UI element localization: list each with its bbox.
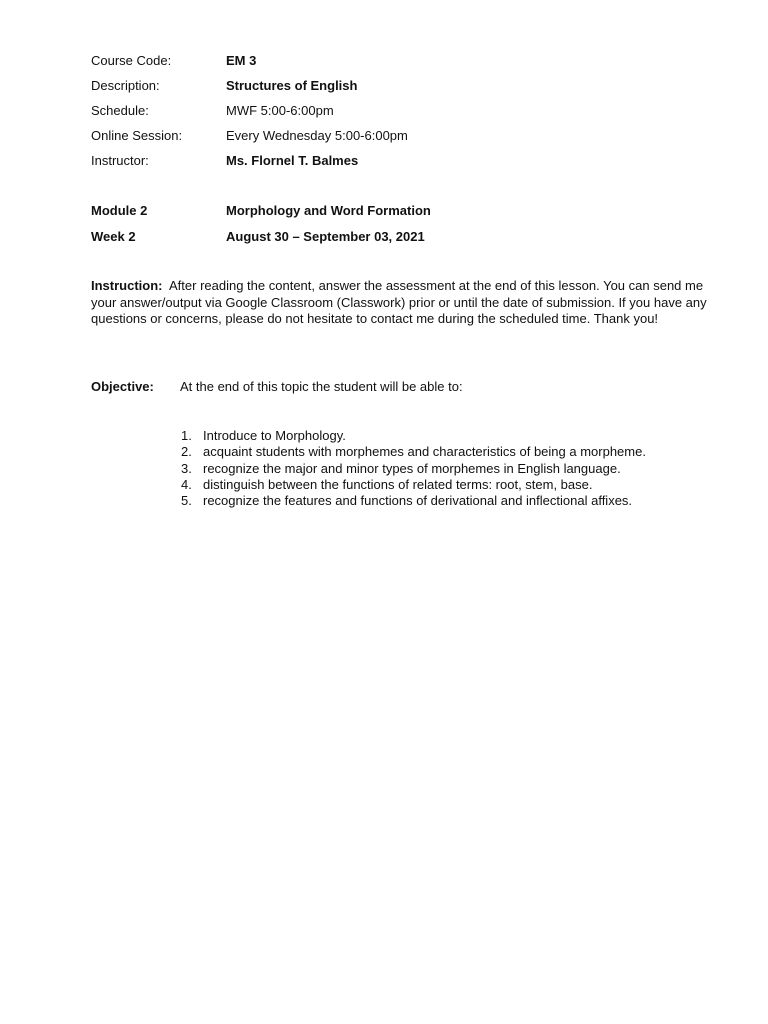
- list-item-text: acquaint students with morphemes and characteristics of being a morpheme.: [203, 444, 646, 460]
- instructor-label: Instructor:: [91, 153, 149, 168]
- list-item-number: 3.: [181, 460, 192, 476]
- module-title: Morphology and Word Formation: [226, 203, 431, 218]
- week-label: Week 2: [91, 229, 136, 244]
- list-item: [181, 461, 721, 477]
- list-item-number: 1.: [181, 428, 192, 443]
- objective-list: [181, 428, 721, 509]
- online-session-label: Online Session:: [91, 128, 183, 143]
- list-item-number: 4.: [181, 476, 192, 492]
- description-label: Description:: [91, 78, 160, 93]
- instruction-lead: Instruction:: [91, 278, 163, 293]
- instructor-value: Ms. Flornel T. Balmes: [226, 153, 359, 168]
- schedule-value: MWF 5:00-6:00pm: [226, 103, 334, 118]
- objective-text: At the end of this topic the student will be able to:: [180, 379, 463, 394]
- list-item: [181, 477, 721, 493]
- course-code-value: EM 3: [226, 53, 257, 68]
- instruction-paragraph: [91, 278, 721, 328]
- list-item: [181, 493, 721, 509]
- module-label: Module 2: [91, 203, 148, 218]
- list-item: [181, 444, 721, 460]
- online-session-value: Every Wednesday 5:00-6:00pm: [226, 128, 408, 143]
- list-item-number: 2.: [181, 444, 192, 460]
- schedule-label: Schedule:: [91, 103, 149, 118]
- list-item: [181, 428, 721, 444]
- list-item-number: 5.: [181, 493, 192, 509]
- list-item-text: recognize the major and minor types of morphemes in English language.: [203, 460, 621, 476]
- list-item-text: distinguish between the functions of related terms: root, stem, base.: [203, 476, 593, 492]
- course-code-label: Course Code:: [91, 53, 172, 68]
- instruction-text: After reading the content, answer the assessment at the end of this lesson. You can send me your answer/output via Google Classroom (Classwork) prior or until the date of submission. If you have any questions or concerns, please do not hesitate to contact me during the scheduled time. Thank you!: [91, 278, 707, 326]
- list-item-text: Introduce to Morphology.: [203, 428, 346, 443]
- description-value: Structures of English: [226, 78, 358, 93]
- list-item-text: recognize the features and functions of derivational and inflectional affixes.: [203, 493, 633, 509]
- objective-label: Objective:: [91, 379, 154, 394]
- week-dates: August 30 – September 03, 2021: [226, 229, 425, 244]
